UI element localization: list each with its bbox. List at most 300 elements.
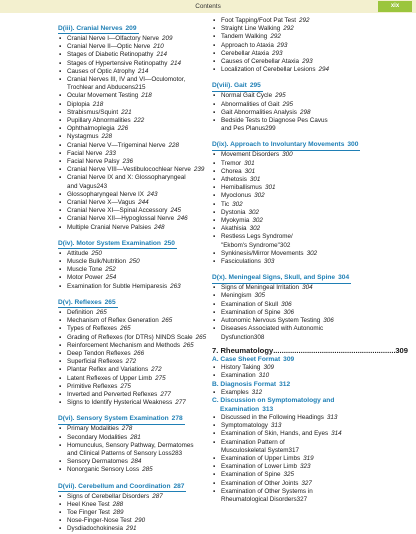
toc-entry-title: Diplopia [67, 100, 90, 108]
bullet-icon: ▪ [59, 117, 62, 125]
toc-entry-title: Causes of Optic Atrophy [67, 67, 135, 75]
toc-entry-page-number: 250 [129, 258, 140, 266]
bullet-icon: ▪ [213, 108, 216, 116]
toc-entry-page-number: 236 [122, 158, 134, 166]
toc-entry-page-number: 314 [331, 430, 342, 438]
toc-entry-title: Cranial Nerve X—Vagus [67, 199, 136, 207]
bullet-icon: ▪ [213, 41, 216, 49]
toc-entry-title-line1: Homunculus, Sensory Pathway, Dermatomes [67, 441, 194, 449]
bullet-icon: ▪ [213, 430, 216, 438]
toc-entry-page-number: 294 [318, 66, 330, 74]
toc-entry-page-number: 293 [271, 49, 283, 57]
section-page-number: 295 [249, 82, 261, 90]
toc-entry-page-number: 306 [323, 317, 334, 325]
bullet-icon: ▪ [59, 51, 62, 59]
toc-entry-title: Gait Abnormalities Analysis [221, 108, 297, 116]
toc-entry [212, 33, 408, 41]
toc-entry-page-number: 248 [154, 223, 165, 231]
bullet-icon: ▪ [213, 372, 216, 380]
bullet-icon: ▪ [59, 249, 62, 257]
bullet-icon: ▪ [213, 25, 216, 33]
toc-entry-title: Movement Disorders [221, 151, 280, 159]
toc-entry-title: Heel Knee Test [67, 500, 110, 508]
toc-entry-title: Nystagmus [67, 133, 99, 141]
toc-entry-title: Cranial Nerve II—Optic Nerve [67, 43, 151, 51]
toc-entry-page-number: 327 [301, 479, 312, 487]
bullet-icon: ▪ [213, 364, 216, 372]
chapter-subsection [212, 381, 408, 389]
section-page-number: 209 [125, 25, 137, 32]
toc-entry [212, 109, 408, 117]
toc-entry [212, 225, 408, 233]
toc-entry [212, 422, 408, 430]
bullet-icon: ▪ [213, 463, 216, 471]
toc-entry-title: Toe Finger Test [67, 508, 110, 516]
toc-entry-title: Examination of Skin, Hands, and Eyes [221, 430, 329, 438]
toc-entry-title: Pupillary Abnormalities [67, 117, 131, 125]
toc-entry-page-number: 299 [265, 125, 276, 133]
toc-entry-title: Hemiballismus [221, 184, 262, 192]
toc-entry-page-number: 319 [303, 454, 314, 462]
bullet-icon: ▪ [213, 66, 216, 74]
toc-entry-title: Attitude [67, 249, 89, 257]
toc-entry [212, 92, 408, 100]
bullet-icon: ▪ [213, 176, 216, 184]
bullet-icon: ▪ [59, 382, 62, 390]
toc-entry-page-number: 284 [130, 458, 142, 466]
toc-entry-page-number: 221 [121, 108, 132, 116]
section-title: D(vi). Sensory System Examination [58, 415, 169, 423]
bullet-icon: ▪ [213, 471, 216, 479]
toc-entry-page-number: 283 [171, 449, 183, 457]
toc-entry-page-number: 292 [283, 25, 294, 33]
toc-entry-title: Cranial Nerve XI—Spinal Accessory [67, 207, 168, 215]
bullet-icon: ▪ [213, 454, 216, 462]
bullet-icon: ▪ [213, 308, 216, 316]
toc-entry-page-number: 275 [155, 374, 166, 382]
bullet-icon: ▪ [213, 100, 216, 108]
section-title: D(v). Reflexes [58, 298, 102, 306]
toc-entry [212, 301, 408, 309]
bullet-icon: ▪ [59, 317, 62, 325]
toc-entry-page-number: 302 [249, 225, 261, 233]
toc-entry [212, 258, 408, 266]
toc-entry-title: Latent Reflexes of Upper Limb [67, 374, 153, 382]
chapter-heading [212, 346, 408, 356]
section-page-number: 265 [104, 298, 116, 306]
bullet-icon: ▪ [213, 317, 216, 325]
bullet-icon: ▪ [213, 479, 216, 487]
bullet-icon: ▪ [213, 388, 216, 396]
toc-entry-page-number: 233 [105, 149, 116, 157]
section-page-number: 278 [171, 415, 183, 423]
toc-entry-title: Examination of Spine [221, 308, 281, 316]
bullet-icon: ▪ [213, 159, 216, 167]
toc-entry-title: Akathisia [221, 225, 247, 233]
toc-entry-title: Muscle Tone [67, 266, 103, 274]
subsection-title-line1: C. Discussion on Symptomatology and [212, 397, 335, 405]
toc-entry-title: Examination of Other Joints [221, 479, 299, 487]
toc-entry-page-number: 306 [283, 308, 295, 316]
section-page-number: 304 [338, 274, 350, 282]
bullet-icon: ▪ [59, 190, 62, 198]
toc-entry-page-number: 226 [117, 125, 129, 133]
section-heading [58, 299, 118, 308]
toc-entry-title: Examination for Subtle Hemiparesis [67, 282, 168, 290]
toc-entry-title: Fasciculations [221, 258, 261, 266]
bullet-icon: ▪ [213, 292, 216, 300]
toc-entry-page-number: 302 [306, 249, 318, 257]
toc-entry-title: Signs to Identify Hysterical Weakness [67, 399, 173, 407]
bullet-icon: ▪ [59, 158, 62, 166]
toc-entry [212, 25, 408, 33]
toc-entry-title-line1: Bedside Tests to Diagnose Pes Cavus [221, 117, 328, 125]
toc-entry-page-number: 265 [161, 317, 173, 325]
bullet-icon: ▪ [213, 284, 216, 292]
toc-entry-page-number: 250 [91, 249, 102, 257]
toc-entry-title: Cranial Nerve XII—Hypoglossal Nerve [67, 215, 175, 223]
section-heading [212, 141, 360, 150]
toc-entry-page-number: 215 [135, 84, 146, 92]
toc-entry-page-number: 277 [160, 390, 171, 398]
toc-entry-title-line2: and Vagus [67, 182, 97, 190]
toc-entry-title: Approach to Ataxia [221, 41, 274, 49]
toc-entry-page-number: 272 [125, 358, 137, 366]
toc-entry-page-number: 245 [170, 207, 181, 215]
toc-entry [212, 309, 408, 317]
subsection-page-number: 309 [283, 355, 295, 363]
toc-entry-page-number: 323 [299, 463, 311, 471]
bullet-icon: ▪ [59, 466, 62, 474]
toc-entry-page-number: 305 [254, 292, 265, 300]
bullet-icon: ▪ [213, 225, 216, 233]
bullet-icon: ▪ [59, 43, 62, 51]
bullet-icon: ▪ [59, 525, 62, 533]
toc-entry [212, 17, 408, 25]
toc-entry-title: Strabismus/Squint [67, 108, 119, 116]
section-heading [212, 274, 351, 283]
bullet-icon: ▪ [59, 199, 62, 207]
toc-entry-title-line1: Cranial Nerve IX and X: Glossopharyngeal [67, 174, 186, 182]
toc-entry-title: Dysdiadochokinesia [67, 525, 124, 533]
toc-entry-title-line2: Trochlear and Abducens [67, 84, 136, 92]
toc-entry-title: Multiple Cranial Nerve Palsies [67, 223, 151, 231]
toc-entry-page-number: 291 [126, 525, 137, 533]
section-title: D(x). Meningeal Signs, Skull, and Spine [212, 274, 336, 282]
toc-entry-page-number: 246 [177, 215, 188, 223]
toc-entry-multiline [212, 325, 408, 333]
toc-entry-page-number: 313 [270, 422, 282, 430]
section-title: D(ix). Approach to Involuntary Movements [212, 141, 345, 149]
toc-entry-title: Nose-Finger-Nose Test [67, 517, 132, 525]
toc-entry-page-number: 301 [244, 167, 256, 175]
section-title: D(vii). Cerebellum and Coordination [58, 482, 171, 490]
toc-entry [212, 250, 408, 258]
toc-entry-page-number: 302 [252, 217, 263, 225]
bullet-icon: ▪ [59, 517, 62, 525]
toc-entry [212, 292, 408, 300]
bullet-icon: ▪ [59, 349, 62, 357]
toc-entry-continuation [212, 496, 408, 504]
bullet-icon: ▪ [59, 100, 62, 108]
toc-entry-title-line2: Musculoskeletal System [221, 446, 289, 454]
toc-entry-continuation [212, 242, 408, 250]
toc-entry [212, 184, 408, 192]
bullet-icon: ▪ [213, 217, 216, 225]
toc-entry [212, 42, 408, 50]
section-title: D(iv). Motor System Examination [58, 239, 161, 247]
toc-entry-page-number: 218 [141, 92, 152, 100]
section-title: D(iii). Cranial Nerves [58, 25, 123, 32]
bullet-icon: ▪ [59, 67, 62, 75]
toc-entry-title: Stages of Hypertensive Retinopathy [67, 59, 168, 67]
chapter-subsection-continuation [212, 406, 408, 414]
toc-entry-page-number: 295 [275, 92, 286, 100]
toc-entry-page-number: 222 [133, 117, 145, 125]
bullet-icon: ▪ [59, 366, 62, 374]
toc-entry-page-number: 302 [232, 200, 243, 208]
toc-entry [212, 463, 408, 471]
toc-entry-page-number: 325 [283, 471, 295, 479]
bullet-icon: ▪ [59, 35, 62, 42]
toc-entry-title: Abnormalities of Gait [221, 100, 280, 108]
toc-entry-title: Stages of Diabetic Retinopathy [67, 51, 154, 59]
bullet-icon: ▪ [213, 325, 216, 333]
toc-entry-page-number: 285 [142, 466, 153, 474]
toc-entry-page-number: 210 [153, 43, 164, 51]
bullet-icon: ▪ [213, 413, 216, 421]
bullet-icon: ▪ [213, 300, 216, 308]
bullet-icon: ▪ [59, 425, 62, 433]
toc-entry-page-number: 295 [282, 100, 293, 108]
bullet-icon: ▪ [213, 192, 216, 200]
toc-entry-title: Examination [221, 372, 256, 380]
toc-entry-title: Causes of Cerebellar Ataxia [221, 58, 300, 66]
subsection-title: A. Case Sheet Format [212, 355, 281, 363]
toc-entry-page-number: 266 [133, 349, 145, 357]
toc-entry-title: Deep Tendon Reflexes [67, 349, 131, 357]
toc-entry-title-line2: and Clinical Patterns of Sensory Loss [67, 449, 172, 457]
chapter-page-number: 309 [395, 345, 408, 355]
toc-entry-title: Glossopharyngeal Nerve IX [67, 190, 145, 198]
toc-entry-page-number: 228 [168, 141, 179, 149]
toc-entry-title: Inverted and Perverted Reflexes [67, 390, 158, 398]
bullet-icon: ▪ [213, 33, 216, 41]
toc-entry [212, 389, 408, 397]
subsection-title: B. Diagnosis Format [212, 380, 277, 388]
section-page-number: 287 [173, 482, 185, 490]
toc-entry-title: Myoclonus [221, 192, 252, 200]
bullet-icon: ▪ [59, 458, 62, 466]
bullet-icon: ▪ [59, 374, 62, 382]
toc-entry-title: Secondary Modalities [67, 433, 128, 441]
bullet-icon: ▪ [213, 151, 216, 159]
bullet-icon: ▪ [59, 215, 62, 223]
toc-entry-title: Definition [67, 308, 94, 316]
bullet-icon: ▪ [59, 325, 62, 333]
toc-entry-title-line1: Examination Pattern of [221, 438, 285, 446]
section-title: D(viii). Gait [212, 82, 247, 90]
section-page-number: 250 [163, 239, 175, 247]
toc-entry-title: Primitive Reflexes [67, 382, 118, 390]
bullet-icon: ▪ [213, 58, 216, 66]
bullet-icon: ▪ [59, 308, 62, 316]
toc-entry [212, 168, 408, 176]
subsection-title-line2: Examination [220, 405, 260, 413]
bullet-icon: ▪ [59, 492, 62, 500]
contents-right-column [212, 17, 408, 504]
toc-entry-page-number: 281 [130, 433, 141, 441]
toc-entry [212, 209, 408, 217]
toc-entry-page-number: 313 [326, 413, 338, 421]
chapter-title: 7. Rheumatology [212, 345, 274, 355]
toc-entry-title: Straight Line Walking [221, 25, 281, 33]
toc-entry-title: Cranial Nerve I—Olfactory Nerve [67, 35, 160, 42]
bullet-icon: ▪ [213, 117, 216, 125]
toc-entry-title: Autonomic Nervous System Testing [221, 317, 321, 325]
toc-entry [212, 192, 408, 200]
toc-entry-title: Ophthalmoplegia [67, 125, 115, 133]
toc-entry-title: Signs of Meningeal Irritation [221, 284, 300, 292]
toc-entry [212, 217, 408, 225]
bullet-icon: ▪ [59, 441, 62, 449]
toc-entry-page-number: 298 [299, 108, 311, 116]
toc-entry-page-number: 243 [96, 182, 108, 190]
bullet-icon: ▪ [59, 223, 62, 231]
toc-entry-title-line2: Dysfunction [221, 333, 254, 341]
toc-entry-page-number: 312 [251, 388, 263, 396]
toc-entry-title: Cranial Nerve V—Trigeminal Nerve [67, 141, 166, 149]
bullet-icon: ▪ [213, 438, 216, 446]
bullet-icon: ▪ [59, 59, 62, 67]
toc-entry-title: Dystonia [221, 208, 246, 216]
bullet-icon: ▪ [59, 92, 62, 100]
bullet-icon: ▪ [59, 207, 62, 215]
section-heading [212, 82, 263, 91]
toc-entry-title-line2: Rheumatological Disorders [221, 495, 297, 503]
toc-entry-page-number: 275 [120, 382, 131, 390]
bullet-icon: ▪ [213, 92, 216, 100]
bullet-icon: ▪ [213, 233, 216, 241]
chapter-subsection [212, 397, 408, 405]
bullet-icon: ▪ [213, 167, 216, 175]
toc-entry-page-number: 263 [170, 282, 181, 290]
toc-entry-page-number: 289 [112, 508, 124, 516]
toc-entry [212, 160, 408, 168]
toc-entry-title: Cranial Nerve VIII—Vestibulocochlear Nerve [67, 166, 191, 174]
toc-entry-page-number: 302 [279, 241, 291, 249]
toc-entry-multiline [212, 117, 408, 125]
toc-entry-title: Motor Power [67, 274, 103, 282]
toc-entry [212, 471, 408, 479]
bullet-icon: ▪ [59, 166, 62, 174]
toc-entry-title: Grading of Reflexes (for DTRs) NINDS Scale [67, 333, 193, 341]
toc-entry-page-number: 292 [299, 17, 310, 24]
toc-entry-page-number: 293 [302, 58, 313, 66]
bullet-icon: ▪ [59, 500, 62, 508]
toc-entry-title: Normal Gait Cycle [221, 92, 273, 100]
subsection-page-number: 312 [279, 380, 291, 388]
bullet-icon: ▪ [59, 433, 62, 441]
toc-entry-page-number: 228 [101, 133, 113, 141]
toc-entry-page-number: 327 [296, 495, 308, 503]
toc-entry [212, 176, 408, 184]
toc-entry-title: Plantar Reflex and Variations [67, 366, 149, 374]
toc-entry [212, 284, 408, 292]
bullet-icon: ▪ [59, 399, 62, 407]
toc-entry-page-number: 277 [175, 399, 186, 407]
toc-entry [212, 201, 408, 209]
toc-entry-page-number: 214 [156, 51, 167, 59]
toc-entry-title: Sensory Dermatomes [67, 458, 128, 466]
toc-entry-title-line1: Cranial Nerves III, IV and VI—Oculomotor, [67, 76, 186, 84]
toc-entry-title: Chorea [221, 167, 242, 175]
toc-entry-page-number: 218 [92, 100, 104, 108]
toc-entry-page-number: 301 [264, 184, 276, 192]
bullet-icon: ▪ [59, 341, 62, 349]
toc-entry-page-number: 265 [96, 308, 107, 316]
toc-entry-continuation [212, 447, 408, 455]
toc-entry [212, 430, 408, 438]
toc-entry-page-number: 214 [137, 67, 149, 75]
toc-entry-continuation [212, 125, 408, 133]
toc-entry-page-number: 239 [193, 166, 205, 174]
toc-entry [58, 517, 253, 525]
chapter-subsection [212, 356, 408, 364]
toc-entry-multiline [212, 488, 408, 496]
toc-entry-title: Muscle Bulk/Nutrition [67, 258, 127, 266]
toc-entry-continuation [212, 334, 408, 342]
toc-entry-page-number: 290 [134, 517, 146, 525]
toc-entry-title: Myokymia [221, 217, 250, 225]
bullet-icon: ▪ [59, 108, 62, 116]
bullet-icon: ▪ [59, 76, 62, 84]
section-heading [58, 25, 139, 34]
subsection-page-number: 313 [262, 405, 274, 413]
toc-entry-title: Examination of Skull [221, 300, 279, 308]
toc-entry-title: Symptomatology [221, 422, 268, 430]
toc-entry-page-number: 287 [152, 492, 163, 500]
bullet-icon: ▪ [59, 174, 62, 182]
toc-entry [212, 480, 408, 488]
toc-entry-page-number: 252 [105, 266, 116, 274]
bullet-icon: ▪ [213, 184, 216, 192]
toc-entry-title: Types of Reflexes [67, 325, 118, 333]
toc-entry-title: Facial Nerve [67, 149, 103, 157]
toc-entry-title: History Taking [221, 364, 261, 372]
toc-entry [212, 414, 408, 422]
bullet-icon: ▪ [59, 508, 62, 516]
toc-entry [212, 50, 408, 58]
toc-entry [212, 66, 408, 74]
toc-entry-title: Athetosis [221, 176, 247, 184]
bullet-icon: ▪ [213, 200, 216, 208]
toc-entry-page-number: 302 [254, 192, 265, 200]
toc-entry-title: Primary Modalities [67, 425, 119, 433]
toc-entry-page-number: 303 [263, 258, 275, 266]
toc-entry-title: Reinforcement Mechanism and Methods [67, 341, 181, 349]
toc-entry [212, 455, 408, 463]
toc-entry-page-number: 306 [281, 300, 292, 308]
toc-entry-title: Tic [221, 200, 230, 208]
chapter-dot-leader [273, 346, 395, 356]
toc-entry [58, 525, 253, 533]
bullet-icon: ▪ [59, 149, 62, 157]
bullet-icon: ▪ [213, 258, 216, 266]
bullet-icon: ▪ [213, 422, 216, 430]
toc-entry-page-number: 300 [282, 151, 293, 159]
toc-entry-title: Tremor [221, 159, 242, 167]
